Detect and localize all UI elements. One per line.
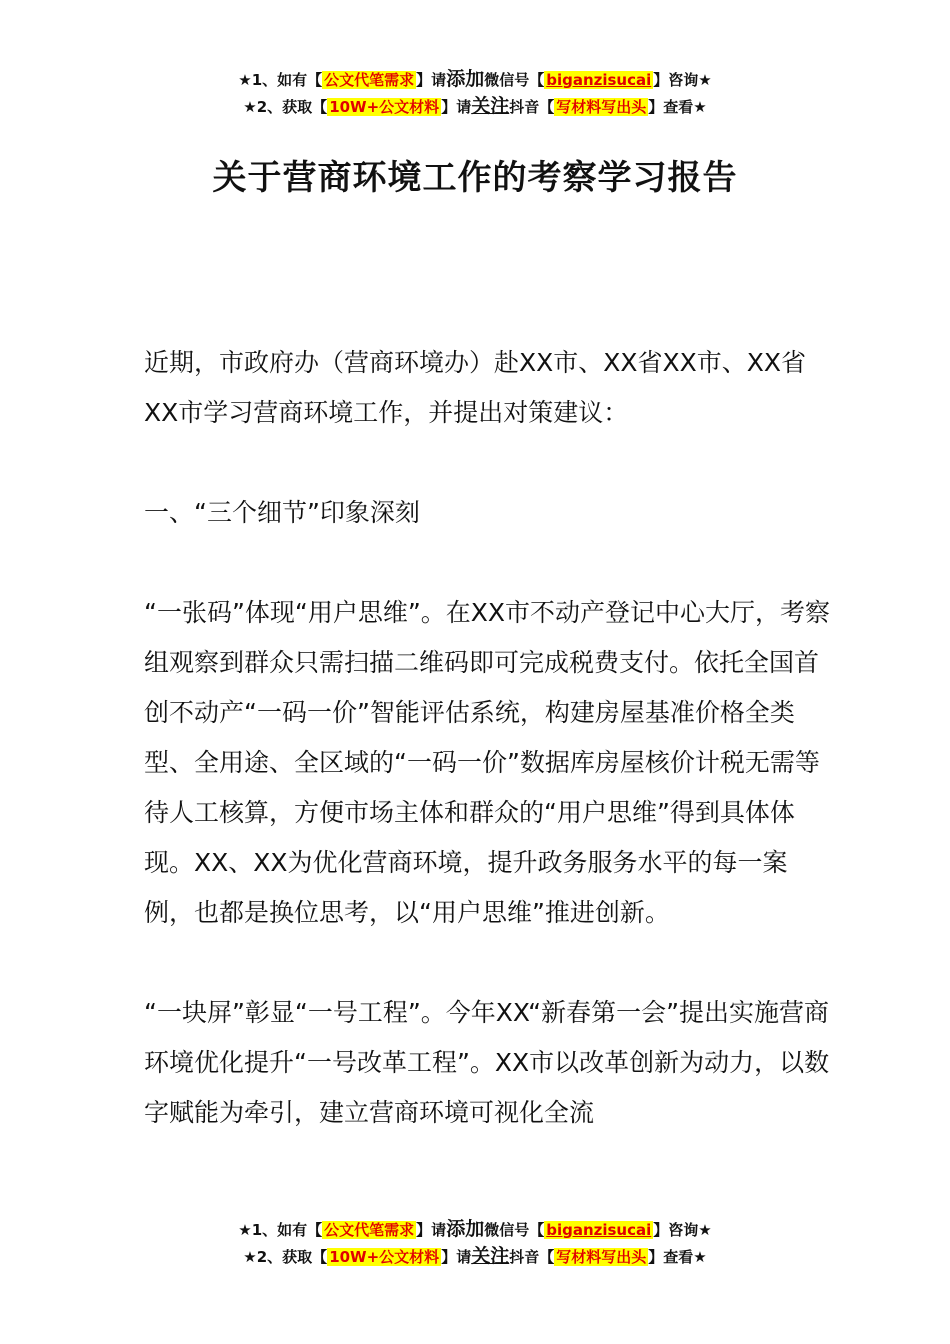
- body-paragraph: “一张码”体现“用户思维”。在XX市不动产登记中心大厅，考察组观察到群众只需扫描二维码即可完成税费支付。依托全国首创不动产“一码一价”智能评估系统，构建房屋基准价格全类型、全用途、全区域的“一码一价”数据库房屋核价计税无需等待人工核算，方便市场主体和群众的“用户思维”得到具体体现。XX、XX为优化营商环境，提升政务服务水平的每一案例，也都是换位思考，以“用户思维”推进创新。: [144, 598, 831, 927]
- banner-highlight: 写材料写出头: [556, 1248, 647, 1266]
- banner-highlight: 公文代笔需求: [324, 71, 415, 89]
- banner-emphasis: 关注: [471, 95, 510, 117]
- banner-emphasis: 关注: [471, 1245, 510, 1267]
- banner-text: 抖音【: [509, 1248, 555, 1266]
- document-title: 关于营商环境工作的考察学习报告: [212, 158, 738, 198]
- banner-highlight: 写材料写出头: [556, 98, 647, 116]
- document-body: [144, 338, 834, 1138]
- banner-highlight: 公文代笔需求: [324, 1221, 415, 1239]
- banner-text: 】咨询★: [653, 71, 712, 89]
- banner-text: 微信号【: [484, 71, 545, 89]
- banner-text: 】咨询★: [653, 1221, 712, 1239]
- banner-line-2: [0, 93, 950, 120]
- banner-wechat-id: biganzisucai: [546, 1221, 652, 1239]
- banner-emphasis: 添加: [446, 68, 485, 90]
- body-paragraph: “一块屏”彰显“一号工程”。今年XX“新春第一会”提出实施营商环境优化提升“一号改革工程”。XX市以改革创新为动力，以数字赋能为牵引，建立营商环境可视化全流: [144, 998, 830, 1127]
- banner-text: 微信号【: [484, 1221, 545, 1239]
- banner-highlight: 10W+公文材料: [329, 98, 440, 116]
- section-heading: 一、“三个细节”印象深刻: [144, 498, 420, 527]
- banner-text: 】请: [441, 98, 472, 116]
- banner-text: 抖音【: [509, 98, 555, 116]
- banner-text: ★2、获取【: [243, 1248, 328, 1266]
- footer-banner: [0, 1216, 950, 1270]
- intro-paragraph: 近期，市政府办（营商环境办）赴XX市、XX省XX市、XX省XX市学习营商环境工作，并提出对策建议：: [144, 348, 807, 427]
- footer-line-1: [0, 1216, 950, 1243]
- banner-text: 】查看★: [648, 1248, 707, 1266]
- banner-line-1: [0, 66, 950, 93]
- banner-highlight: 10W+公文材料: [329, 1248, 440, 1266]
- banner-emphasis: 添加: [446, 1218, 485, 1240]
- banner-text: 】请: [416, 71, 447, 89]
- header-banner: [0, 66, 950, 120]
- banner-text: ★2、获取【: [243, 98, 328, 116]
- banner-text: 】请: [416, 1221, 447, 1239]
- banner-text: 】请: [441, 1248, 472, 1266]
- banner-text: 】查看★: [648, 98, 707, 116]
- banner-text: ★1、如有【: [238, 1221, 323, 1239]
- banner-text: ★1、如有【: [238, 71, 323, 89]
- footer-line-2: [0, 1243, 950, 1270]
- banner-wechat-id: biganzisucai: [546, 71, 652, 89]
